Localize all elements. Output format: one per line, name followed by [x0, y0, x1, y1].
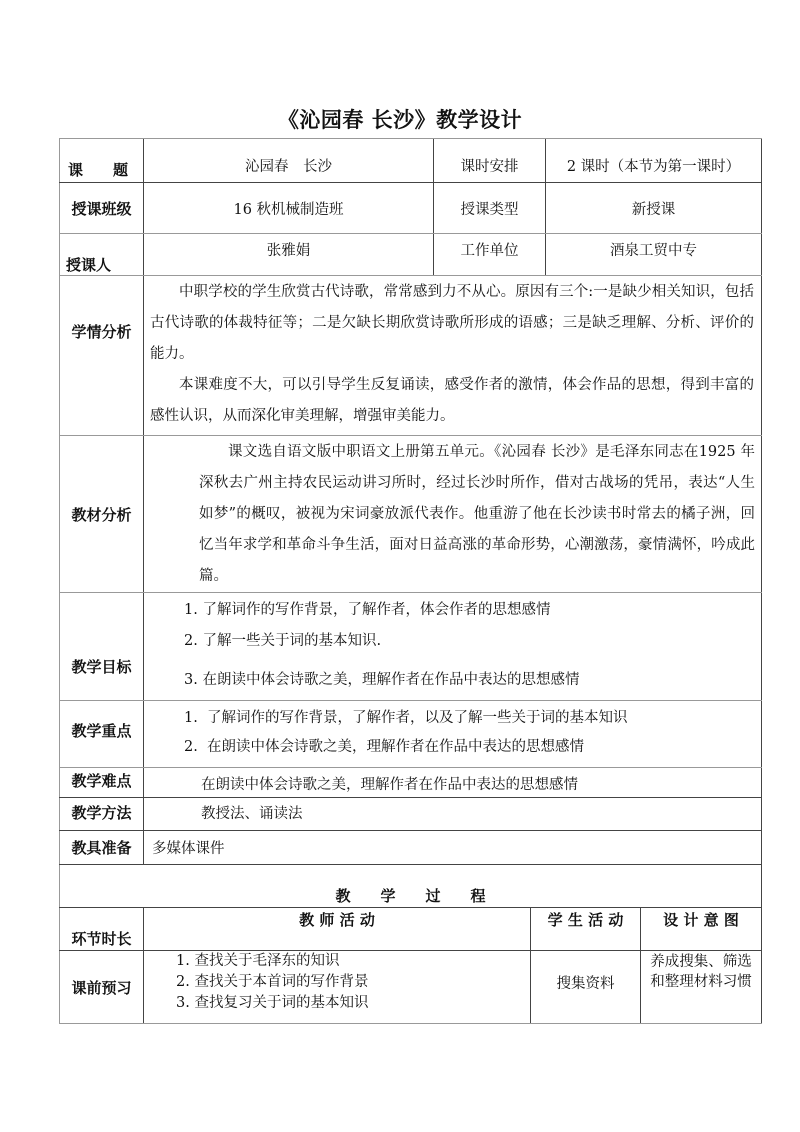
- row-line: [59, 275, 762, 276]
- tools-text: 多媒体课件: [152, 841, 225, 857]
- process-col-teacher: 教 师 活 动: [299, 910, 375, 929]
- material-analysis-label: 教材分析: [71, 505, 132, 524]
- process-student-activity: 搜集资料: [556, 975, 615, 992]
- schedule-value: 2 课时（本节为第一课时）: [566, 158, 741, 175]
- methods-text: 教授法、诵读法: [201, 805, 303, 822]
- row-line: [59, 233, 762, 234]
- teacher-label: 授课人: [66, 255, 112, 274]
- table-border-bottom: [59, 1023, 762, 1024]
- process-stage: 课前预习: [71, 978, 132, 997]
- class-label: 授课班级: [71, 199, 132, 218]
- student-analysis-paragraph: 本课难度不大，可以引导学生反复诵读，感受作者的激情，体会作品的思想，得到丰富的感性认识，从而深化审美理解，增强审美能力。: [150, 377, 754, 424]
- key-point-item: 1. 了解词作的写作背景，了解作者，以及了解一些关于词的基本知识: [184, 709, 628, 726]
- teacher-activity-item: 2. 查找关于本首词的写作背景: [176, 974, 369, 990]
- student-analysis-body: [150, 277, 754, 432]
- row-line: [59, 864, 762, 865]
- schedule-label: 课时安排: [460, 158, 519, 175]
- difficulties-text: 在朗读中体会诗歌之美，理解作者在作品中表达的思想感情: [201, 776, 578, 793]
- material-analysis-text: 课文选自语文版中职语文上册第五单元。《沁园春 长沙》是毛泽东同志在1925 年深秋去广州主持农民运动讲习所时，经过长沙时所作，借对古战场的凭吊，表达“人生如梦”的概叹，被视为宋词豪放派代表作。他重游了他在长沙读书时常去的橘子洲，回忆当年求学和革命斗争生活，面对日益高涨的革命形势，心潮激荡，豪情满怀，吟成此篇。: [199, 444, 755, 584]
- type-label: 授课类型: [460, 201, 519, 218]
- row-line: [59, 797, 762, 798]
- key-point-item: 2. 在朗读中体会诗歌之美，理解作者在作品中表达的思想感情: [184, 738, 585, 755]
- table-border-right: [761, 138, 762, 1024]
- unit-label: 工作单位: [460, 242, 519, 259]
- material-analysis-body: [199, 437, 755, 592]
- topic-value: 沁园春 长沙: [245, 158, 332, 175]
- student-analysis-label: 学情分析: [71, 322, 132, 341]
- topic-label: 课 题: [68, 160, 129, 179]
- process-col-stage: 环节时长: [71, 929, 132, 948]
- teacher-value: 张雅娟: [266, 242, 311, 259]
- process-teacher-activities: [176, 951, 526, 1014]
- process-col-student: 学 生 活 动: [547, 910, 624, 929]
- type-value: 新授课: [631, 201, 676, 218]
- process-col-intent: 设 计 意 图: [663, 910, 739, 929]
- objective-item: 1. 了解词作的写作背景，了解作者，体会作者的思想感情: [184, 601, 551, 618]
- row-line: [59, 435, 762, 436]
- document-title: 《沁园春 长沙》教学设计: [277, 108, 523, 132]
- teacher-activity-item: 3. 查找复习关于词的基本知识: [176, 995, 369, 1011]
- objective-item: 2. 了解一些关于词的基本知识.: [184, 632, 382, 649]
- difficulties-label: 教学难点: [71, 771, 132, 790]
- student-analysis-paragraph: 中职学校的学生欣赏古代诗歌，常常感到力不从心。原因有三个:一是缺少相关知识，包括古代诗歌的体裁特征等；二是欠缺长期欣赏诗歌所形成的语感；三是缺乏理解、分析、评价的能力。: [150, 284, 754, 362]
- key-points-label: 教学重点: [71, 721, 132, 740]
- tools-label: 教具准备: [71, 839, 132, 857]
- objective-item: 3. 在朗读中体会诗歌之美，理解作者在作品中表达的思想感情: [184, 671, 580, 688]
- process-heading: 教 学 过 程: [335, 887, 486, 905]
- teacher-activity-item: 1. 查找关于毛泽东的知识: [176, 953, 340, 969]
- table-border-top: [59, 138, 762, 139]
- unit-value: 酒泉工贸中专: [610, 242, 697, 259]
- row-line: [59, 592, 762, 593]
- row-line: [59, 700, 762, 701]
- methods-label: 教学方法: [71, 803, 132, 822]
- process-design-intent: 养成搜集、筛选和整理材料习惯: [650, 954, 752, 990]
- objectives-label: 教学目标: [71, 657, 132, 676]
- class-value: 16 秋机械制造班: [233, 201, 344, 218]
- row-line: [59, 767, 762, 768]
